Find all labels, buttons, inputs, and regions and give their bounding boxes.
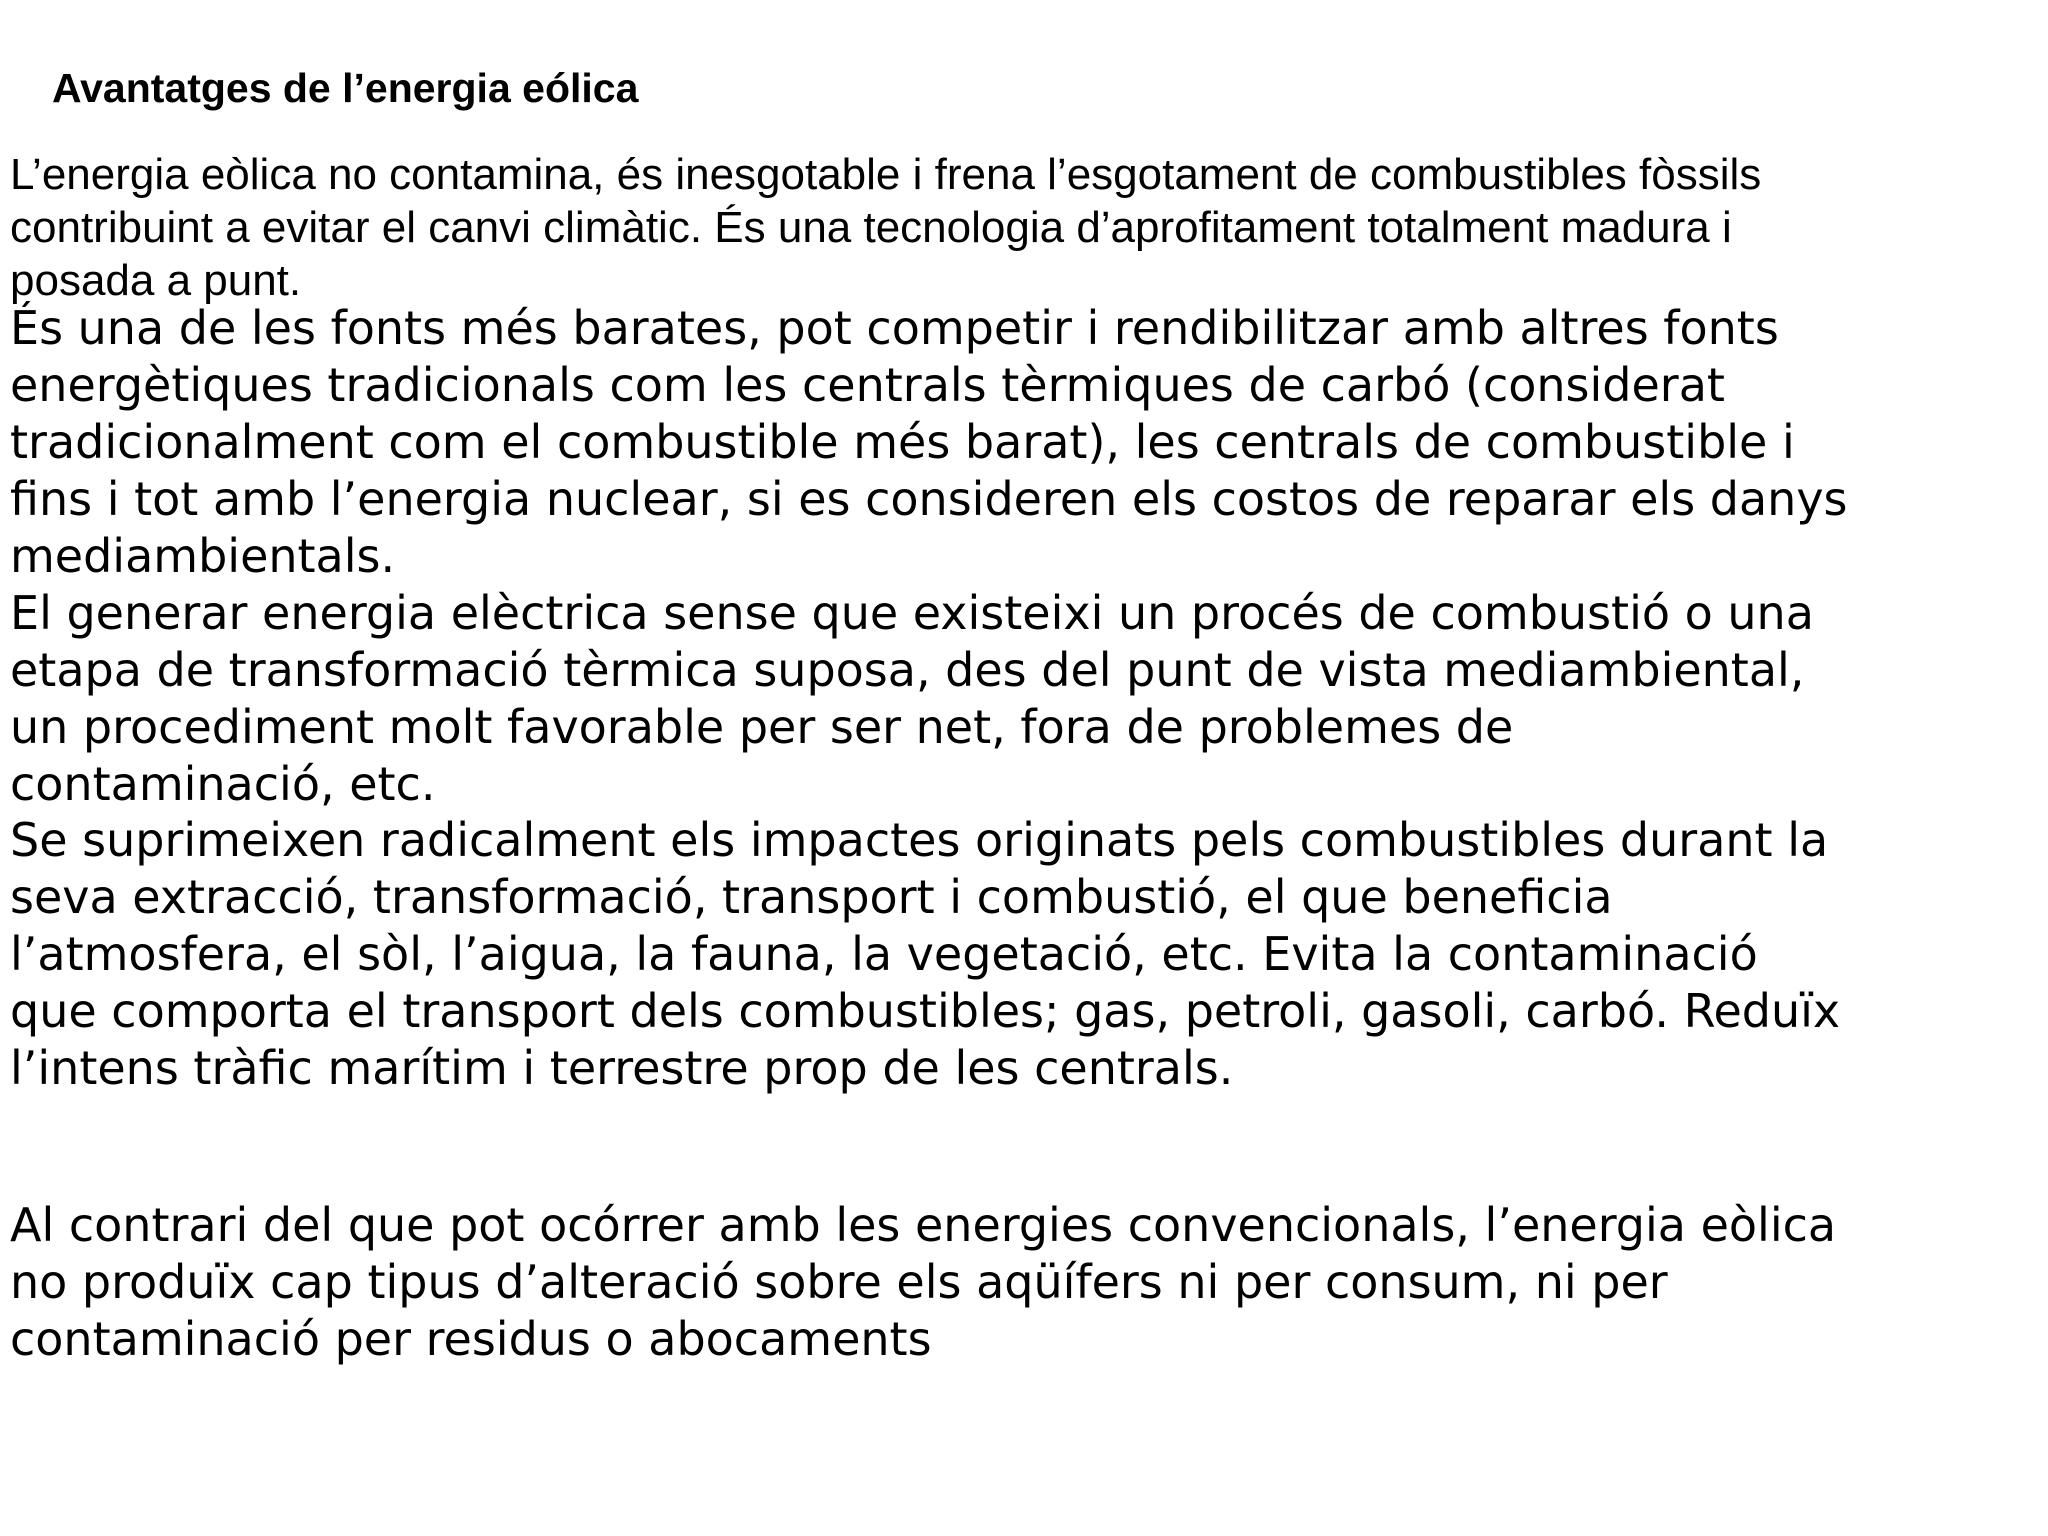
text-line: etapa de transformació tèrmica suposa, des del punt de vista mediambiental, <box>10 643 1805 697</box>
text-line: no produïx cap tipus d’alteració sobre els aqüífers ni per consum, ni per <box>10 1255 1668 1309</box>
text-line: És una de les fonts més barates, pot competir i rendibilitzar amb altres fonts <box>10 301 1779 355</box>
text-line: posada a punt. <box>10 256 302 305</box>
paragraph-impacts <box>10 812 2030 1097</box>
text-line: un procediment molt favorable per ser net, fora de problemes de <box>10 700 1514 754</box>
text-line: contaminació per residus o abocaments <box>10 1312 932 1366</box>
text-line: energètiques tradicionals com les centrals tèrmiques de carbó (considerat <box>10 358 1725 412</box>
text-line: L’energia eòlica no contamina, és inesgotable i frena l’esgotament de combustibles fòssils <box>10 150 1762 199</box>
text-line: mediambientals. <box>10 529 396 583</box>
text-line: Al contrari del que pot ocórrer amb les energies convencionals, l’energia eòlica <box>10 1198 1837 1252</box>
text-line: Se suprimeixen radicalment els impactes originats pels combustibles durant la <box>10 813 1829 867</box>
text-line: contaminació, etc. <box>10 757 436 811</box>
text-line: que comporta el transport dels combustibles; gas, petroli, gasoli, carbó. Reduïx <box>10 984 1841 1038</box>
text-line: tradicionalment com el combustible més barat), les centrals de combustible i <box>10 415 1795 469</box>
text-line: l’intens tràfic marítim i terrestre prop de les centrals. <box>10 1041 1234 1095</box>
text-line: El generar energia elèctrica sense que existeixi un procés de combustió o una <box>10 586 1814 640</box>
paragraph-cost <box>10 300 2030 585</box>
paragraph-intro <box>10 148 2010 307</box>
paragraph-aquifers <box>10 1197 2030 1368</box>
text-line: seva extracció, transformació, transport i combustió, el que beneficia <box>10 870 1613 924</box>
text-line: l’atmosfera, el sòl, l’aigua, la fauna, la vegetació, etc. Evita la contaminació <box>10 927 1758 981</box>
text-line: fins i tot amb l’energia nuclear, si es consideren els costos de reparar els danys <box>10 472 1848 526</box>
page-title: Avantatges de l’energia eólica <box>52 65 639 111</box>
paragraph-clean-generation <box>10 585 2030 813</box>
text-line: contribuint a evitar el canvi climàtic. És una tecnologia d’aprofitament totalment madura i <box>10 203 1732 252</box>
